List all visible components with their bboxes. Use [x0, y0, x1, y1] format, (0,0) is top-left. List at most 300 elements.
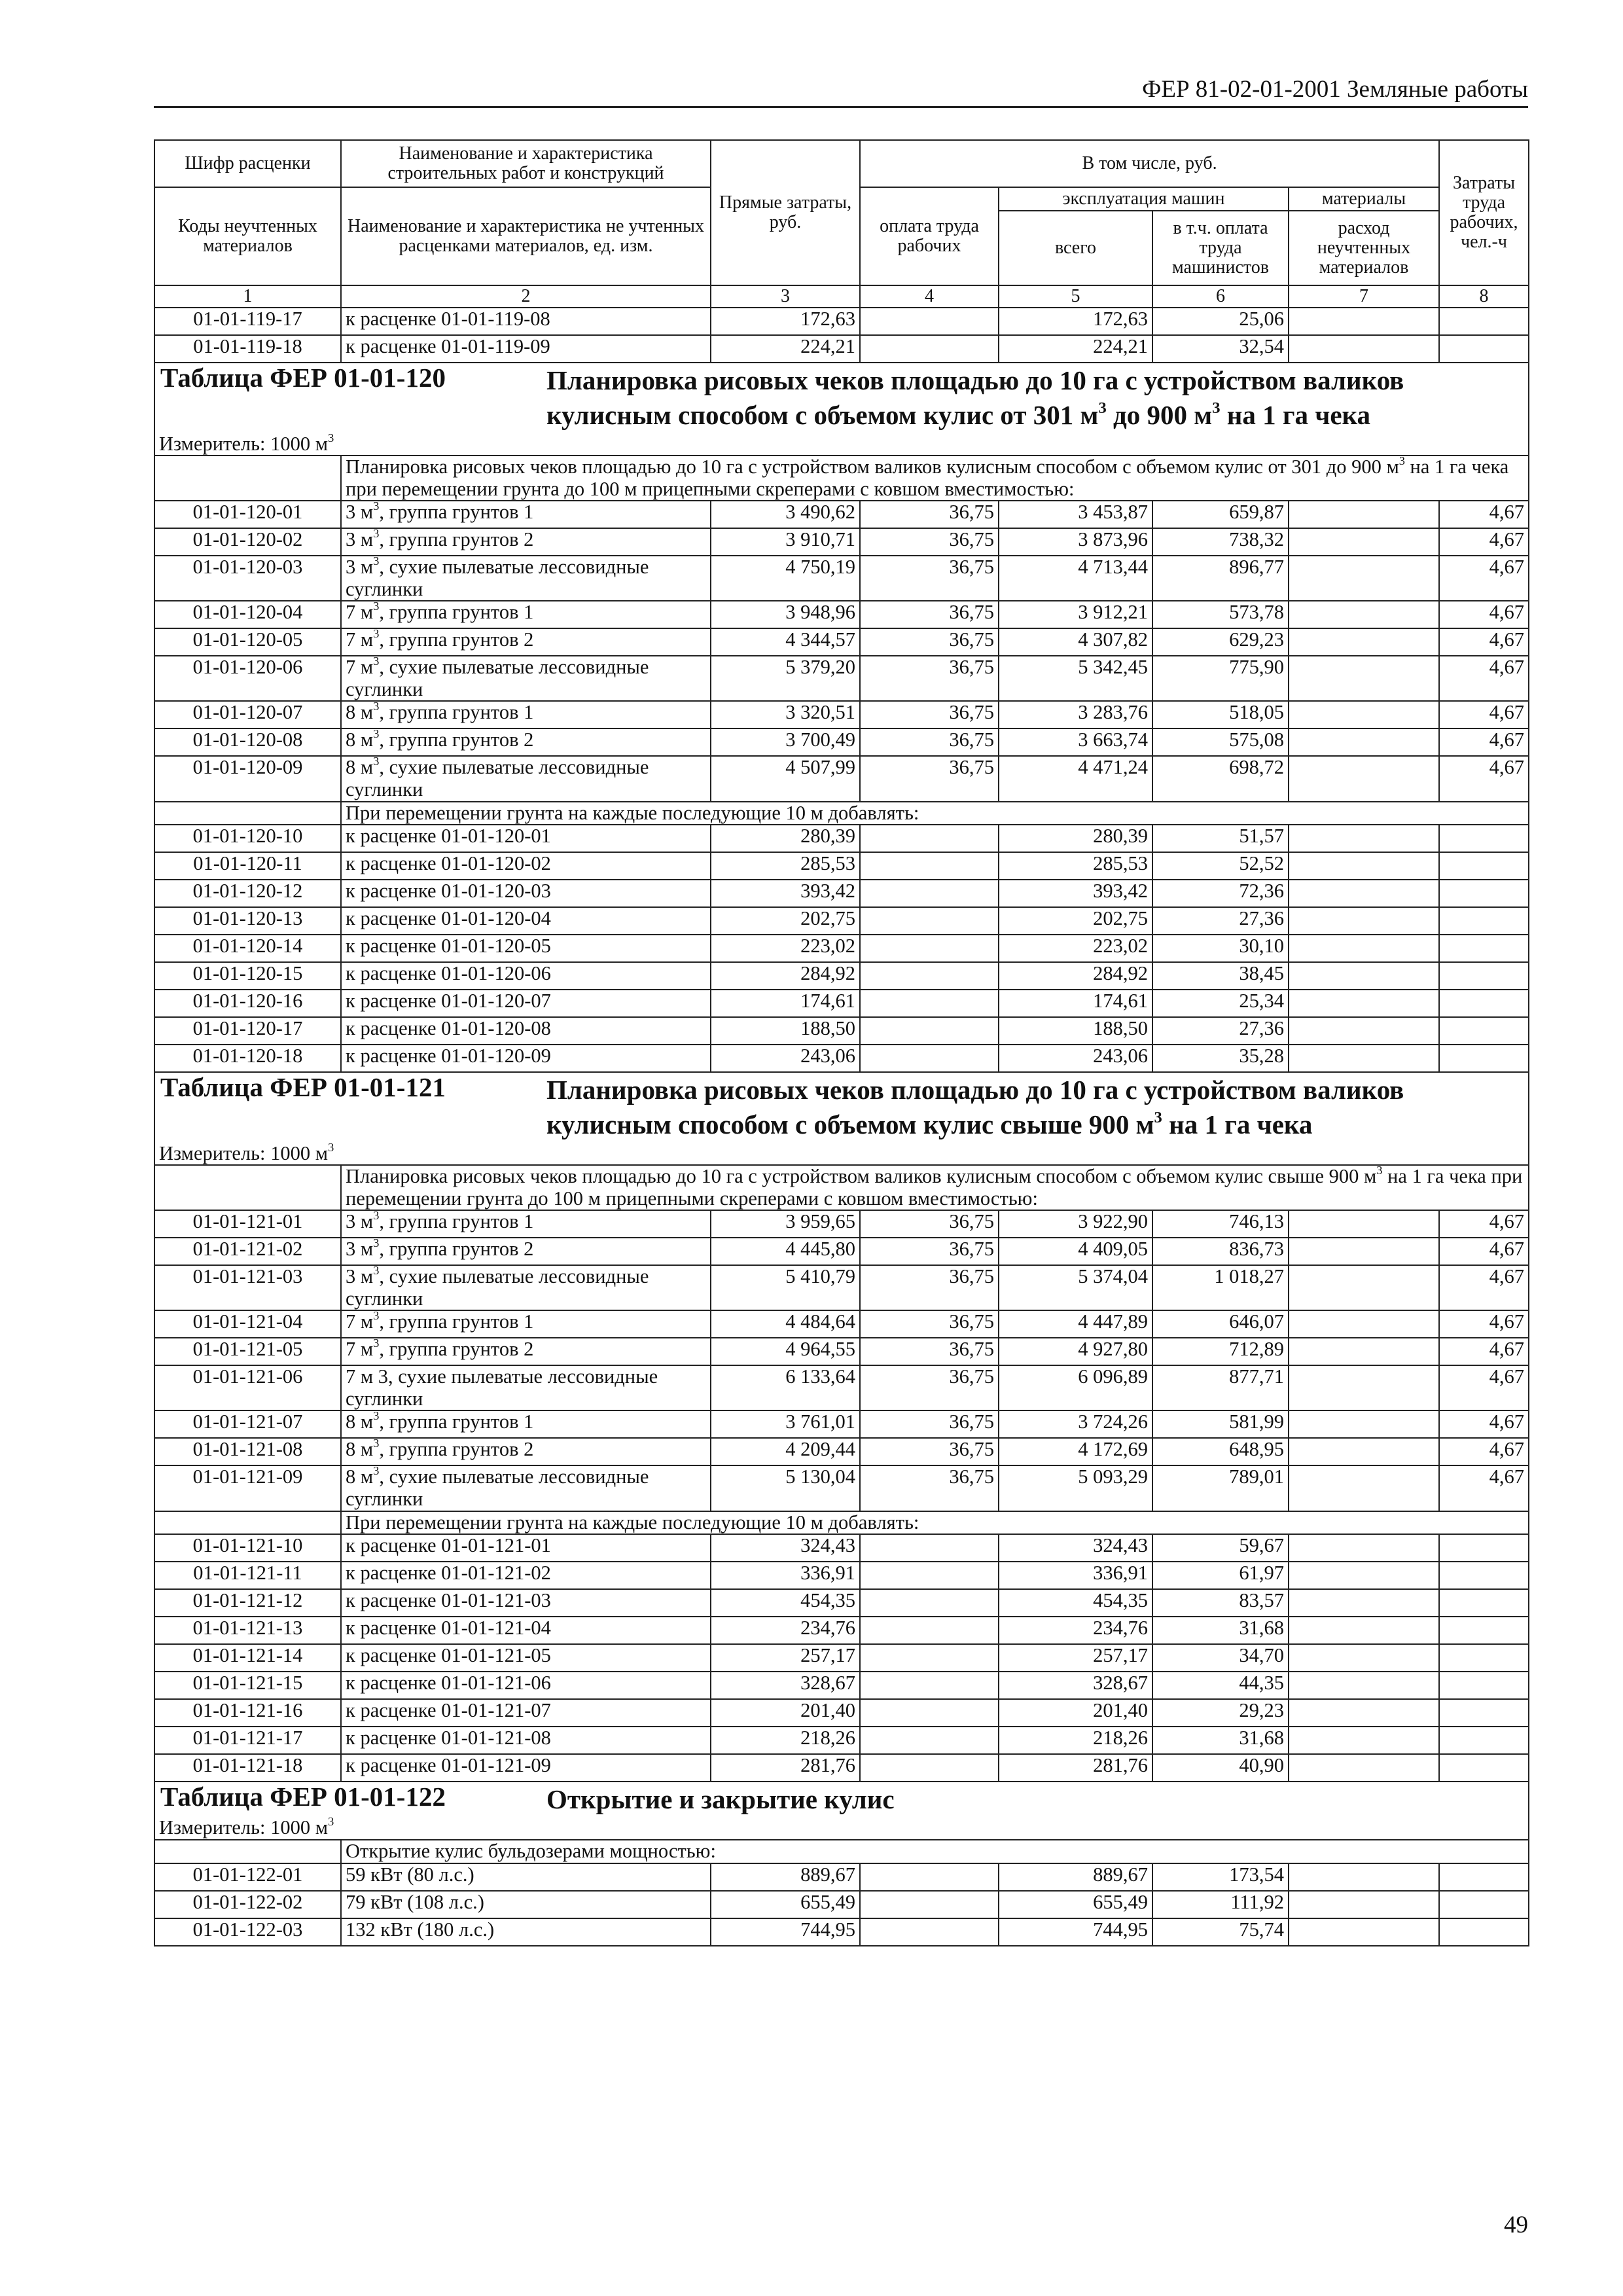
- cell-machinist-wages: 34,70: [1152, 1644, 1289, 1672]
- cell-direct: 202,75: [711, 907, 860, 935]
- cell-machines-total: 285,53: [999, 852, 1152, 880]
- cell-wages: 36,75: [860, 1365, 999, 1410]
- cell-direct: 188,50: [711, 1017, 860, 1045]
- cell-machinist-wages: 27,36: [1152, 907, 1289, 935]
- cell-labor: [1439, 308, 1529, 335]
- cell-name: 79 кВт (108 л.с.): [341, 1891, 711, 1918]
- cell-name: 7 м 3, сухие пылеватые лессовидные суглинки: [341, 1365, 711, 1410]
- cell-direct: 744,95: [711, 1918, 860, 1946]
- header-name: Наименование и характеристика строительных работ и конструкций: [341, 140, 711, 187]
- cell-name: 7 $м^3$, группа грунтов 1: [341, 1310, 711, 1338]
- table-row: [154, 1410, 1529, 1438]
- cell-direct: 201,40: [711, 1699, 860, 1727]
- cell-machines-total: 224,21: [999, 335, 1152, 363]
- cell-machinist-wages: 173,54: [1152, 1863, 1289, 1891]
- cell-machines-total: 257,17: [999, 1644, 1152, 1672]
- cell-wages: 36,75: [860, 1465, 999, 1511]
- cell-name: 3 $м^3$, группа грунтов 2: [341, 528, 711, 556]
- cell-direct: 4 507,99: [711, 756, 860, 801]
- cell-machines-total: 3 663,74: [999, 728, 1152, 756]
- table-row: [154, 1891, 1529, 1918]
- cell-machinist-wages: 836,73: [1152, 1238, 1289, 1265]
- cell-direct: 3 948,96: [711, 601, 860, 628]
- cell-labor: [1439, 1672, 1529, 1699]
- cell-wages: [860, 1017, 999, 1045]
- table-row: [154, 1562, 1529, 1589]
- cell-wages: 36,75: [860, 1438, 999, 1465]
- cell-wages: [860, 1727, 999, 1754]
- cell-machinist-wages: 877,71: [1152, 1365, 1289, 1410]
- cell-name: 8 $м^3$, группа грунтов 2: [341, 728, 711, 756]
- cell-name: к расценке 01-01-120-05: [341, 935, 711, 962]
- cell-materials: [1289, 656, 1439, 701]
- cell-name: к расценке 01-01-120-06: [341, 962, 711, 990]
- cell-materials: [1289, 1438, 1439, 1465]
- cell-wages: 36,75: [860, 556, 999, 601]
- table-row: [154, 1045, 1529, 1072]
- cell-direct: 4 209,44: [711, 1438, 860, 1465]
- cell-name: 8 $м^3$, группа грунтов 1: [341, 1410, 711, 1438]
- cell-machines-total: 188,50: [999, 1017, 1152, 1045]
- cell-machines-total: 243,06: [999, 1045, 1152, 1072]
- table-row: [154, 1672, 1529, 1699]
- cell-labor: 4,67: [1439, 528, 1529, 556]
- header-labor: Затраты труда рабочих, чел.-ч: [1439, 140, 1529, 285]
- cell-name: к расценке 01-01-121-07: [341, 1699, 711, 1727]
- page-number: 49: [1504, 2212, 1528, 2238]
- cell-wages: [860, 962, 999, 990]
- cell-labor: [1439, 880, 1529, 907]
- cell-wages: [860, 308, 999, 335]
- cell-wages: 36,75: [860, 528, 999, 556]
- cell-code: 01-01-120-15: [154, 962, 341, 990]
- cell-wages: 36,75: [860, 728, 999, 756]
- cell-labor: 4,67: [1439, 1338, 1529, 1365]
- cell-machines-total: 5 093,29: [999, 1465, 1152, 1511]
- cell-materials: [1289, 628, 1439, 656]
- cell-machines-total: 3 873,96: [999, 528, 1152, 556]
- table-row: [154, 556, 1529, 601]
- cell-machines-total: 454,35: [999, 1589, 1152, 1617]
- cell-code: 01-01-120-01: [154, 501, 341, 528]
- cell-name: 8 $м^3$, группа грунтов 2: [341, 1438, 711, 1465]
- table-title-cell: [154, 1072, 1529, 1143]
- cell-machinist-wages: 51,57: [1152, 825, 1289, 852]
- cell-name: к расценке 01-01-121-06: [341, 1672, 711, 1699]
- table-row: [154, 1338, 1529, 1365]
- cell-code: 01-01-120-05: [154, 628, 341, 656]
- cell-materials: [1289, 990, 1439, 1017]
- table-row: [154, 1365, 1529, 1410]
- cell-machinist-wages: 25,06: [1152, 308, 1289, 335]
- table-header: [154, 140, 1529, 308]
- cell-labor: [1439, 1017, 1529, 1045]
- cell-direct: 280,39: [711, 825, 860, 852]
- table-number: Таблица ФЕР 01-01-120: [160, 363, 446, 393]
- cell-code: 01-01-120-09: [154, 756, 341, 801]
- cell-name: 3 $м^3$, сухие пылеватые лессовидные суглинки: [341, 1265, 711, 1310]
- header-mat-expense: расход неучтенных материалов: [1289, 211, 1439, 285]
- cell-code: 01-01-120-18: [154, 1045, 341, 1072]
- cell-machines-total: 744,95: [999, 1918, 1152, 1946]
- cell-code: 01-01-121-11: [154, 1562, 341, 1589]
- cell-machinist-wages: 29,23: [1152, 1699, 1289, 1727]
- table-row: [154, 1617, 1529, 1644]
- table-number: Таблица ФЕР 01-01-122: [160, 1782, 446, 1812]
- cell-labor: [1439, 1617, 1529, 1644]
- cell-direct: 3 910,71: [711, 528, 860, 556]
- measure-row: [154, 1143, 1529, 1166]
- cell-machines-total: 234,76: [999, 1617, 1152, 1644]
- cell-wages: [860, 1863, 999, 1891]
- cell-wages: [860, 1617, 999, 1644]
- cell-machines-total: 336,91: [999, 1562, 1152, 1589]
- cell-code: 01-01-119-18: [154, 335, 341, 363]
- cell-direct: 4 344,57: [711, 628, 860, 656]
- cell-machinist-wages: 738,32: [1152, 528, 1289, 556]
- cell-direct: 328,67: [711, 1672, 860, 1699]
- cell-wages: [860, 1045, 999, 1072]
- table-row: [154, 601, 1529, 628]
- cell-labor: [1439, 335, 1529, 363]
- cell-machinist-wages: 746,13: [1152, 1210, 1289, 1238]
- cell-labor: [1439, 1891, 1529, 1918]
- cell-materials: [1289, 528, 1439, 556]
- cell-machinist-wages: 72,36: [1152, 880, 1289, 907]
- cell-code: 01-01-121-03: [154, 1265, 341, 1310]
- cell-materials: [1289, 1589, 1439, 1617]
- table-row: [154, 628, 1529, 656]
- cell-name: к расценке 01-01-121-02: [341, 1562, 711, 1589]
- cell-direct: 454,35: [711, 1589, 860, 1617]
- cell-machines-total: 280,39: [999, 825, 1152, 852]
- cell-name: 7 $м^3$, группа грунтов 1: [341, 601, 711, 628]
- header-name2: Наименование и характеристика не учтенных расценками материалов, ед. изм.: [341, 187, 711, 285]
- cell-name: к расценке 01-01-119-09: [341, 335, 711, 363]
- cell-labor: [1439, 852, 1529, 880]
- cell-code: 01-01-120-08: [154, 728, 341, 756]
- cell-machinist-wages: 659,87: [1152, 501, 1289, 528]
- header-codes: Коды неучтенных материалов: [154, 187, 341, 285]
- table-number: Таблица ФЕР 01-01-121: [160, 1072, 446, 1103]
- cell-code: 01-01-121-13: [154, 1617, 341, 1644]
- cell-materials: [1289, 1365, 1439, 1410]
- cell-labor: [1439, 1045, 1529, 1072]
- cell-materials: [1289, 825, 1439, 852]
- cell-labor: [1439, 1727, 1529, 1754]
- cell-name: к расценке 01-01-121-04: [341, 1617, 711, 1644]
- cell-machines-total: 655,49: [999, 1891, 1152, 1918]
- cell-code: 01-01-120-13: [154, 907, 341, 935]
- cell-machines-total: 3 922,90: [999, 1210, 1152, 1238]
- cell-labor: [1439, 935, 1529, 962]
- subheading-row: [154, 1165, 1529, 1210]
- cell-name: к расценке 01-01-121-03: [341, 1589, 711, 1617]
- cell-wages: [860, 1699, 999, 1727]
- cell-labor: [1439, 1534, 1529, 1562]
- cell-labor: 4,67: [1439, 1438, 1529, 1465]
- cell-direct: 3 959,65: [711, 1210, 860, 1238]
- cell-machinist-wages: 32,54: [1152, 335, 1289, 363]
- cell-name: к расценке 01-01-120-09: [341, 1045, 711, 1072]
- cell-name: к расценке 01-01-121-05: [341, 1644, 711, 1672]
- cell-code: 01-01-120-16: [154, 990, 341, 1017]
- table-row: [154, 1238, 1529, 1265]
- cell-labor: [1439, 1699, 1529, 1727]
- cell-materials: [1289, 1265, 1439, 1310]
- cell-machines-total: 3 724,26: [999, 1410, 1152, 1438]
- cell-direct: 4 964,55: [711, 1338, 860, 1365]
- table-row: [154, 308, 1529, 335]
- cell-materials: [1289, 335, 1439, 363]
- subheading-spacer: [154, 1511, 341, 1535]
- subheading-spacer: [154, 802, 341, 825]
- cell-labor: [1439, 962, 1529, 990]
- cell-wages: 36,75: [860, 701, 999, 728]
- cell-machines-total: 4 713,44: [999, 556, 1152, 601]
- cell-wages: [860, 907, 999, 935]
- cell-wages: 36,75: [860, 1265, 999, 1310]
- subheading-text: При перемещении грунта на каждые последующие 10 м добавлять:: [341, 1511, 1529, 1535]
- header-direct: Прямые затраты, руб.: [711, 140, 860, 285]
- table-row: [154, 1265, 1529, 1310]
- table-row: [154, 701, 1529, 728]
- cell-materials: [1289, 1465, 1439, 1511]
- cell-materials: [1289, 556, 1439, 601]
- table-row: [154, 1699, 1529, 1727]
- cell-machinist-wages: 698,72: [1152, 756, 1289, 801]
- cell-machines-total: 3 912,21: [999, 601, 1152, 628]
- table-row: [154, 1863, 1529, 1891]
- cell-machinist-wages: 573,78: [1152, 601, 1289, 628]
- cell-code: 01-01-119-17: [154, 308, 341, 335]
- cell-code: 01-01-121-14: [154, 1644, 341, 1672]
- measure-unit: Измеритель: 1000 $м^3$: [154, 1817, 1529, 1840]
- cell-name: к расценке 01-01-120-07: [341, 990, 711, 1017]
- cell-direct: 4 445,80: [711, 1238, 860, 1265]
- cell-labor: 4,67: [1439, 501, 1529, 528]
- cell-machinist-wages: 27,36: [1152, 1017, 1289, 1045]
- measure-row: [154, 433, 1529, 456]
- cell-code: 01-01-120-03: [154, 556, 341, 601]
- cell-machinist-wages: 1 018,27: [1152, 1265, 1289, 1310]
- cell-labor: 4,67: [1439, 701, 1529, 728]
- cell-labor: 4,67: [1439, 556, 1529, 601]
- table-row: [154, 1754, 1529, 1782]
- cell-materials: [1289, 501, 1439, 528]
- cell-machinist-wages: 575,08: [1152, 728, 1289, 756]
- cell-name: 3 $м^3$, сухие пылеватые лессовидные суглинки: [341, 556, 711, 601]
- cell-machines-total: 4 409,05: [999, 1238, 1152, 1265]
- cell-machinist-wages: 35,28: [1152, 1045, 1289, 1072]
- cell-direct: 3 761,01: [711, 1410, 860, 1438]
- cell-materials: [1289, 1338, 1439, 1365]
- cell-machines-total: 223,02: [999, 935, 1152, 962]
- table-row: [154, 528, 1529, 556]
- cell-wages: [860, 1672, 999, 1699]
- cell-direct: 393,42: [711, 880, 860, 907]
- cell-code: 01-01-122-01: [154, 1863, 341, 1891]
- cell-wages: [860, 935, 999, 962]
- subheading-row: [154, 456, 1529, 501]
- cell-machinist-wages: 38,45: [1152, 962, 1289, 990]
- subheading-spacer: [154, 1840, 341, 1863]
- cell-materials: [1289, 1045, 1439, 1072]
- cell-wages: 36,75: [860, 656, 999, 701]
- table-row: [154, 825, 1529, 852]
- table-title-row: [154, 1782, 1529, 1817]
- cell-name: 3 $м^3$, группа грунтов 1: [341, 501, 711, 528]
- cell-machinist-wages: 75,74: [1152, 1918, 1289, 1946]
- cell-wages: [860, 880, 999, 907]
- cell-direct: 243,06: [711, 1045, 860, 1072]
- cell-wages: 36,75: [860, 1210, 999, 1238]
- cell-direct: 3 490,62: [711, 501, 860, 528]
- cell-labor: 4,67: [1439, 756, 1529, 801]
- cell-wages: [860, 990, 999, 1017]
- cell-labor: 4,67: [1439, 1465, 1529, 1511]
- cell-machinist-wages: 518,05: [1152, 701, 1289, 728]
- col-number: 2: [341, 285, 711, 308]
- cell-machinist-wages: 61,97: [1152, 1562, 1289, 1589]
- cell-machinist-wages: 629,23: [1152, 628, 1289, 656]
- cell-materials: [1289, 1754, 1439, 1782]
- cell-materials: [1289, 728, 1439, 756]
- cell-code: 01-01-120-14: [154, 935, 341, 962]
- cell-direct: 3 700,49: [711, 728, 860, 756]
- table-title-cell: [154, 363, 1529, 433]
- table-row: [154, 990, 1529, 1017]
- cell-wages: [860, 1891, 999, 1918]
- cell-machinist-wages: 646,07: [1152, 1310, 1289, 1338]
- cell-materials: [1289, 1562, 1439, 1589]
- cell-labor: 4,67: [1439, 1310, 1529, 1338]
- cell-machinist-wages: 789,01: [1152, 1465, 1289, 1511]
- cell-materials: [1289, 907, 1439, 935]
- cell-direct: 324,43: [711, 1534, 860, 1562]
- cell-wages: [860, 1754, 999, 1782]
- cell-machines-total: 4 172,69: [999, 1438, 1152, 1465]
- cell-materials: [1289, 852, 1439, 880]
- cell-labor: [1439, 1562, 1529, 1589]
- cell-materials: [1289, 1210, 1439, 1238]
- header-machines: эксплуатация машин: [999, 187, 1289, 211]
- cell-code: 01-01-121-16: [154, 1699, 341, 1727]
- cell-machines-total: 889,67: [999, 1863, 1152, 1891]
- table-row: [154, 1210, 1529, 1238]
- header-incl: В том числе, руб.: [860, 140, 1439, 187]
- cell-direct: 224,21: [711, 335, 860, 363]
- cell-code: 01-01-121-02: [154, 1238, 341, 1265]
- cell-materials: [1289, 601, 1439, 628]
- cell-machines-total: 281,76: [999, 1754, 1152, 1782]
- table-row: [154, 728, 1529, 756]
- cell-machines-total: 3 283,76: [999, 701, 1152, 728]
- table-row: [154, 335, 1529, 363]
- cell-code: 01-01-120-10: [154, 825, 341, 852]
- header-rule: [154, 106, 1528, 108]
- cell-wages: [860, 1918, 999, 1946]
- cell-name: к расценке 01-01-120-08: [341, 1017, 711, 1045]
- measure-row: [154, 1817, 1529, 1840]
- cell-machines-total: 328,67: [999, 1672, 1152, 1699]
- cell-materials: [1289, 1238, 1439, 1265]
- cell-materials: [1289, 308, 1439, 335]
- table-title-row: [154, 1072, 1529, 1143]
- cell-code: 01-01-121-15: [154, 1672, 341, 1699]
- cell-machines-total: 6 096,89: [999, 1365, 1152, 1410]
- cell-direct: 5 410,79: [711, 1265, 860, 1310]
- cell-labor: 4,67: [1439, 1365, 1529, 1410]
- cell-code: 01-01-120-12: [154, 880, 341, 907]
- cell-code: 01-01-121-05: [154, 1338, 341, 1365]
- cell-name: к расценке 01-01-120-01: [341, 825, 711, 852]
- cell-labor: [1439, 1918, 1529, 1946]
- cell-machinist-wages: 896,77: [1152, 556, 1289, 601]
- cell-name: 3 $м^3$, группа грунтов 2: [341, 1238, 711, 1265]
- cell-wages: [860, 1644, 999, 1672]
- cell-labor: [1439, 990, 1529, 1017]
- col-number: 1: [154, 285, 341, 308]
- rates-table: [154, 139, 1529, 1946]
- cell-code: 01-01-120-17: [154, 1017, 341, 1045]
- subheading-row: [154, 1511, 1529, 1535]
- cell-code: 01-01-121-04: [154, 1310, 341, 1338]
- subheading-spacer: [154, 1165, 341, 1210]
- header-cipher: Шифр расценки: [154, 140, 341, 187]
- table-title: Планировка рисовых чеков площадью до 10 га с устройством валиков кулисным способом с объемом кулис от 301 $м^3$ до 900 $м^3$ на 1 га чека: [546, 365, 1404, 431]
- cell-direct: 655,49: [711, 1891, 860, 1918]
- cell-code: 01-01-121-12: [154, 1589, 341, 1617]
- cell-name: 3 $м^3$, группа грунтов 1: [341, 1210, 711, 1238]
- cell-machinist-wages: 581,99: [1152, 1410, 1289, 1438]
- cell-wages: 36,75: [860, 1338, 999, 1365]
- cell-code: 01-01-121-17: [154, 1727, 341, 1754]
- cell-wages: [860, 1589, 999, 1617]
- measure-unit: Измеритель: 1000 $м^3$: [154, 433, 1529, 456]
- cell-machines-total: 324,43: [999, 1534, 1152, 1562]
- cell-wages: 36,75: [860, 1238, 999, 1265]
- cell-name: к расценке 01-01-121-01: [341, 1534, 711, 1562]
- cell-wages: 36,75: [860, 756, 999, 801]
- cell-machines-total: 172,63: [999, 308, 1152, 335]
- cell-materials: [1289, 1863, 1439, 1891]
- cell-name: 7 $м^3$, группа грунтов 2: [341, 1338, 711, 1365]
- cell-name: 8 $м^3$, группа грунтов 1: [341, 701, 711, 728]
- subheading-text: Планировка рисовых чеков площадью до 10 га с устройством валиков кулисным способом с объемом кулис от 301 до 900 $м^3$ на 1 га чека при перемещении грунта до 100 м прицепными скреперами с ковшом вместимостью:: [341, 456, 1529, 501]
- cell-direct: 174,61: [711, 990, 860, 1017]
- cell-machines-total: 201,40: [999, 1699, 1152, 1727]
- cell-machinist-wages: 25,34: [1152, 990, 1289, 1017]
- cell-machines-total: 284,92: [999, 962, 1152, 990]
- cell-direct: 284,92: [711, 962, 860, 990]
- cell-materials: [1289, 1918, 1439, 1946]
- cell-labor: 4,67: [1439, 728, 1529, 756]
- cell-machines-total: 393,42: [999, 880, 1152, 907]
- cell-code: 01-01-121-18: [154, 1754, 341, 1782]
- col-number: 5: [999, 285, 1152, 308]
- cell-name: к расценке 01-01-121-08: [341, 1727, 711, 1754]
- cell-machinist-wages: 30,10: [1152, 935, 1289, 962]
- running-head: ФЕР 81-02-01-2001 Земляные работы: [1142, 76, 1528, 103]
- table-row: [154, 756, 1529, 801]
- cell-machines-total: 5 342,45: [999, 656, 1152, 701]
- cell-labor: 4,67: [1439, 1265, 1529, 1310]
- cell-machines-total: 202,75: [999, 907, 1152, 935]
- cell-direct: 223,02: [711, 935, 860, 962]
- table-row: [154, 962, 1529, 990]
- cell-machines-total: 218,26: [999, 1727, 1152, 1754]
